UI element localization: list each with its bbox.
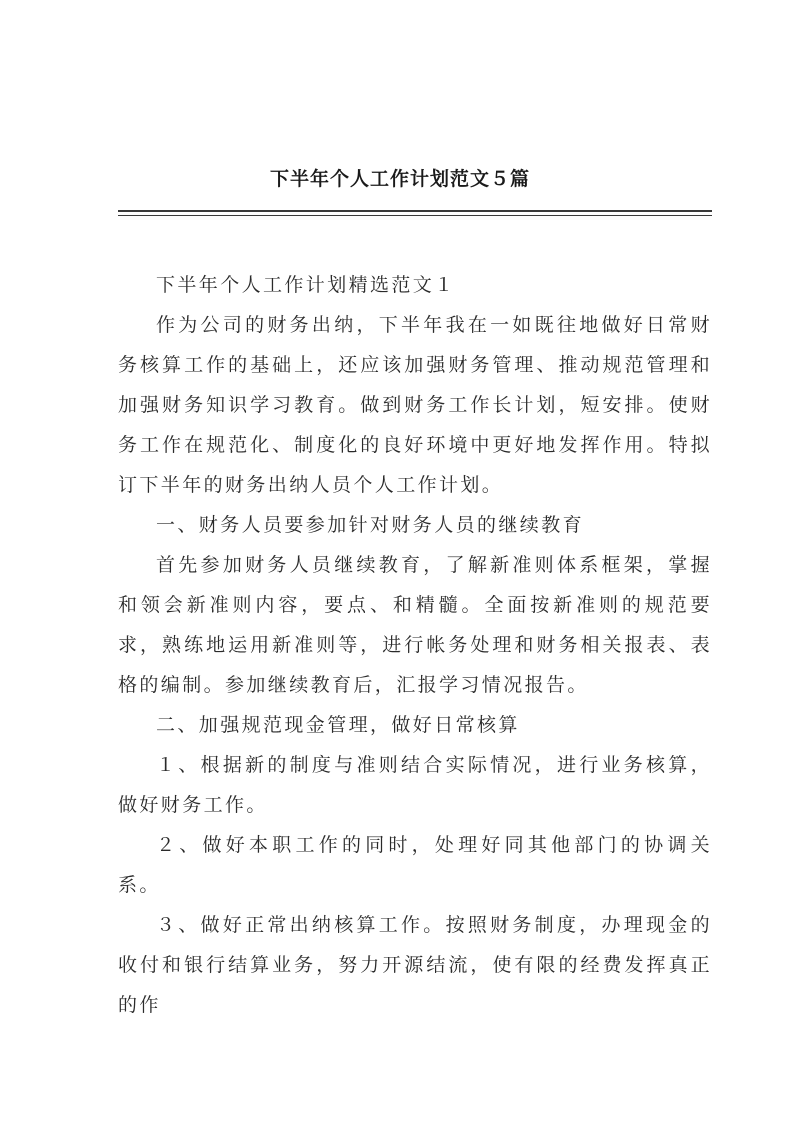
title-divider-thick xyxy=(118,210,712,212)
section-heading: 二、加强规范现金管理，做好日常核算 xyxy=(156,714,520,736)
title-divider-thin xyxy=(118,215,712,216)
section-heading: 下半年个人工作计划精选范文１ xyxy=(156,274,456,296)
list-item: １、根据新的制度与准则结合实际情况，进行业务核算，做好财务工作。 xyxy=(118,754,712,816)
document-title: 下半年个人工作计划范文５篇 xyxy=(269,168,530,190)
document-body xyxy=(118,265,712,1025)
section-heading: 一、财务人员要参加针对财务人员的继续教育 xyxy=(156,514,585,536)
list-item: ３、做好正常出纳核算工作。按照财务制度，办理现金的收付和银行结算业务，努力开源结流，使有限的经费发挥真正的作 xyxy=(118,914,712,1016)
paragraph: 作为公司的财务出纳，下半年我在一如既往地做好日常财务核算工作的基础上，还应该加强财务管理、推动规范管理和加强财务知识学习教育。做到财务工作长计划，短安排。使财务工作在规范化、制度化的良好环境中更好地发挥作用。特拟订下半年的财务出纳人员个人工作计划。 xyxy=(118,314,712,496)
list-item: ２、做好本职工作的同时，处理好同其他部门的协调关系。 xyxy=(118,834,712,896)
paragraph: 首先参加财务人员继续教育，了解新准则体系框架，掌握和领会新准则内容，要点、和精髓。全面按新准则的规范要求，熟练地运用新准则等，进行帐务处理和财务相关报表、表格的编制。参加继续教育后，汇报学习情况报告。 xyxy=(118,554,712,696)
